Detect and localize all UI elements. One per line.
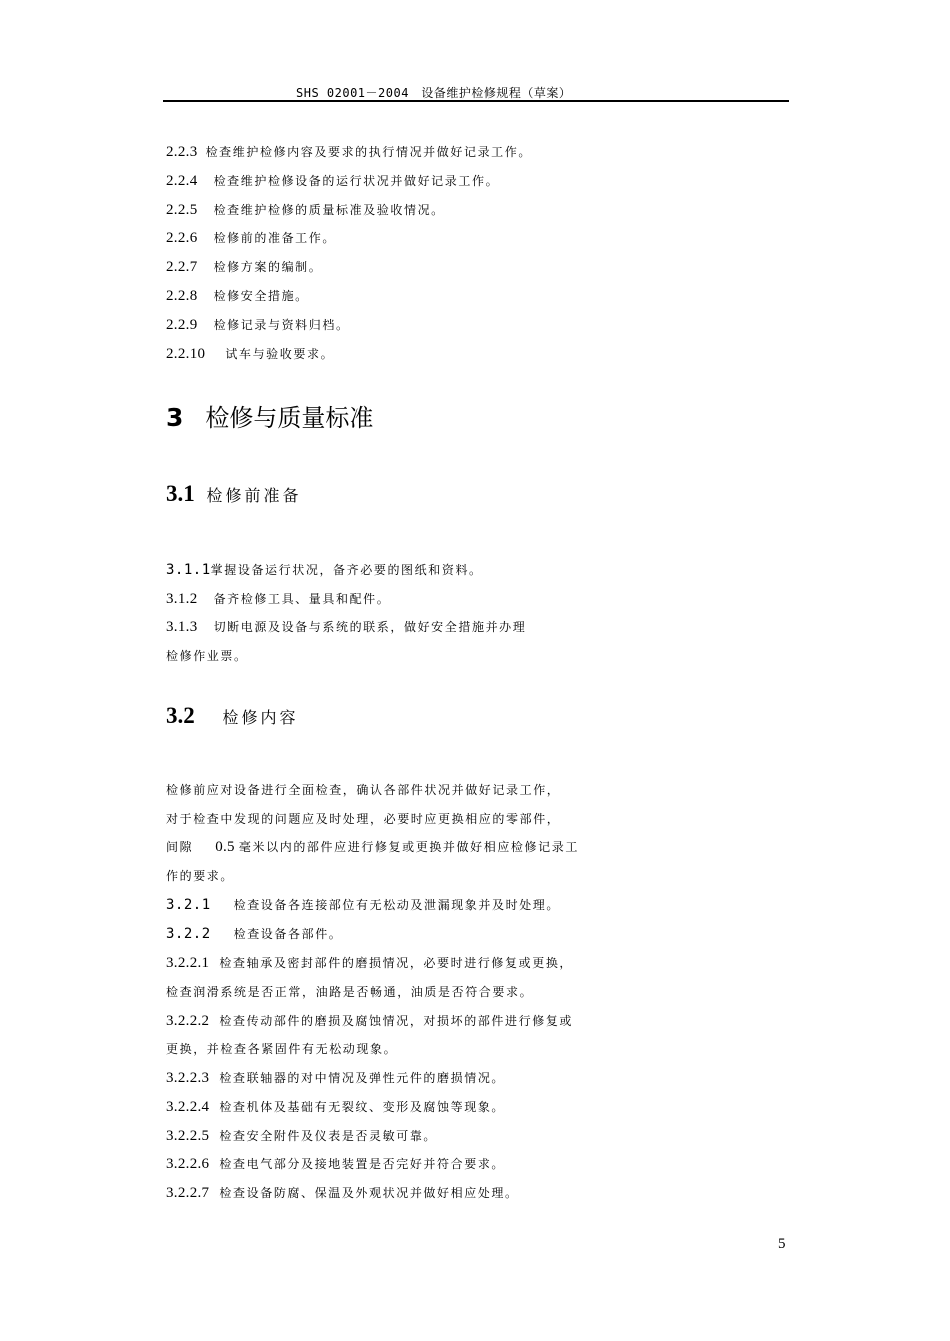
item-number: 3.2.2.7	[166, 1185, 210, 1201]
section-heading	[166, 481, 302, 507]
list-item-continuation	[166, 647, 248, 665]
item-number: 3.1.3	[166, 619, 198, 635]
item-text: 检修方案的编制。	[213, 260, 323, 274]
list-item	[166, 1155, 505, 1173]
paragraph-line	[166, 810, 560, 828]
list-item	[166, 1184, 519, 1202]
item-text: 检查润滑系统是否正常，油路是否畅通，油质是否符合要求。	[166, 985, 534, 999]
item-text: 检修前的准备工作。	[213, 231, 336, 245]
item-text: 检查维护检修内容及要求的执行情况并做好记录工作。	[205, 145, 532, 159]
item-number: 3.2.2.1	[166, 955, 210, 971]
item-text: 检查安全附件及仪表是否灵敏可靠。	[219, 1129, 438, 1143]
item-number: 3.2.2.2	[166, 1013, 210, 1029]
paragraph-line	[166, 781, 560, 799]
list-item	[166, 143, 532, 161]
item-number: 2.2.8	[166, 288, 198, 304]
item-text: 检查维护检修设备的运行状况并做好记录工作。	[213, 174, 500, 188]
item-text: 检修作业票。	[166, 649, 248, 663]
item-number: 3.2.2.5	[166, 1128, 210, 1144]
item-number: 2.2.9	[166, 317, 198, 333]
list-item	[166, 1127, 437, 1145]
list-item	[166, 561, 483, 578]
item-text: 检修安全措施。	[213, 289, 309, 303]
chapter-number: 3	[166, 403, 184, 432]
paragraph-value: 0.5	[215, 839, 235, 855]
list-item	[166, 925, 342, 942]
item-text: 试车与验收要求。	[225, 347, 335, 361]
paragraph-text: 毫米以内的部件应进行修复或更换并做好相应检修记录工	[238, 840, 579, 854]
list-item	[166, 1098, 505, 1116]
section-number: 3.2	[166, 703, 195, 728]
item-number: 3.2.2	[166, 926, 211, 942]
item-text: 检查联轴器的对中情况及弹性元件的磨损情况。	[219, 1071, 506, 1085]
list-item	[166, 1012, 573, 1030]
item-number: 2.2.7	[166, 259, 198, 275]
paragraph-text: 作的要求。	[166, 869, 235, 883]
item-text: 掌握设备运行状况，备齐必要的图纸和资料。	[210, 563, 483, 577]
list-item	[166, 896, 560, 913]
item-text: 检修记录与资料归档。	[213, 318, 350, 332]
list-item	[166, 287, 309, 305]
list-item	[166, 201, 445, 219]
paragraph-text: 对于检查中发现的问题应及时处理，必要时应更换相应的零部件，	[166, 812, 561, 826]
paragraph-line	[166, 867, 234, 885]
page-number: 5	[778, 1236, 786, 1252]
item-text: 备齐检修工具、量具和配件。	[213, 592, 391, 606]
list-item	[166, 229, 336, 247]
paragraph-text: 检修前应对设备进行全面检查，确认各部件状况并做好记录工作，	[166, 783, 561, 797]
chapter-title: 检修与质量标准	[205, 404, 374, 432]
list-item	[166, 954, 573, 972]
item-text: 检查设备各连接部位有无松动及泄漏现象并及时处理。	[233, 898, 560, 912]
item-text: 检查轴承及密封部件的磨损情况，必要时进行修复或更换，	[219, 956, 574, 970]
item-number: 2.2.6	[166, 230, 198, 246]
chapter-heading	[166, 398, 373, 433]
item-text: 检查传动部件的磨损及腐蚀情况，对损坏的部件进行修复或	[219, 1014, 574, 1028]
item-text: 检查电气部分及接地装置是否完好并符合要求。	[219, 1157, 506, 1171]
item-text: 检查设备各部件。	[233, 927, 343, 941]
section-title: 检修前准备	[206, 486, 302, 505]
item-number: 3.1.2	[166, 591, 198, 607]
item-text: 检查设备防腐、保温及外观状况并做好相应处理。	[219, 1186, 519, 1200]
list-item	[166, 1069, 505, 1087]
list-item	[166, 590, 390, 608]
item-number: 3.2.2.3	[166, 1070, 210, 1086]
item-text: 检查维护检修的质量标准及验收情况。	[213, 203, 445, 217]
list-item	[166, 172, 499, 190]
item-number: 2.2.4	[166, 173, 198, 189]
list-item	[166, 345, 334, 363]
item-number: 2.2.3	[166, 144, 198, 160]
item-text: 切断电源及设备与系统的联系，做好安全措施并办理	[213, 620, 527, 634]
list-item-continuation	[166, 1040, 397, 1058]
item-number: 2.2.5	[166, 202, 198, 218]
item-number: 3.2.2.4	[166, 1099, 210, 1115]
list-item-continuation	[166, 983, 533, 1001]
item-text: 更换，并检查各紧固件有无松动现象。	[166, 1042, 398, 1056]
running-header: SHS 02001－2004 设备维护检修规程（草案）	[296, 86, 572, 100]
item-text: 检查机体及基础有无裂纹、变形及腐蚀等现象。	[219, 1100, 506, 1114]
list-item	[166, 258, 322, 276]
item-number: 2.2.10	[166, 346, 206, 362]
header-rule	[163, 100, 789, 102]
item-number: 3.2.1	[166, 897, 211, 913]
item-number: 3.2.2.6	[166, 1156, 210, 1172]
list-item	[166, 316, 350, 334]
section-number: 3.1	[166, 481, 195, 506]
paragraph-text: 间隙	[166, 840, 194, 854]
section-title: 检修内容	[222, 708, 299, 727]
item-number: 3.1.1	[166, 562, 211, 578]
list-item	[166, 618, 526, 636]
section-heading	[166, 703, 299, 729]
paragraph-line	[166, 838, 579, 856]
